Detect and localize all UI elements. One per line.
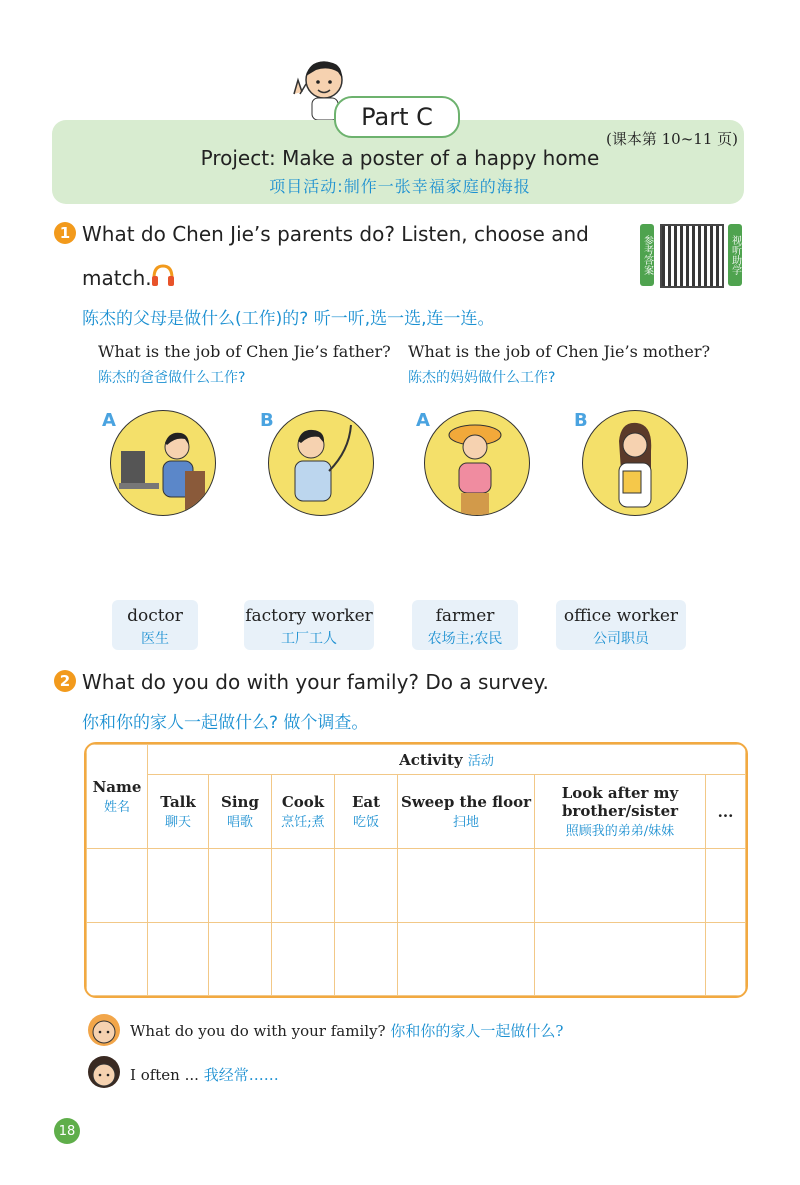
table-cell[interactable] (209, 922, 272, 996)
farmer-woman-picture[interactable] (424, 410, 530, 516)
column-zh: 烹饪;煮 (281, 815, 325, 830)
activity-header-en: Activity (399, 751, 463, 769)
word-card-en: farmer (435, 606, 495, 626)
table-row (87, 849, 746, 923)
father-question: What is the job of Chen Jie’s father? (98, 342, 391, 361)
table-cell[interactable] (272, 922, 335, 996)
column-header (706, 775, 746, 849)
girl-avatar (86, 1012, 122, 1048)
table-cell[interactable] (535, 849, 706, 923)
office-worker-woman-picture[interactable] (582, 410, 688, 516)
picture-letter-father-b: B (260, 410, 274, 431)
dialog-line-2-cn: 我经常…… (203, 1066, 279, 1084)
question-1-text: What do Chen Jie’s parents do? Listen, choose and (82, 222, 589, 246)
word-card-zh: 工厂工人 (281, 631, 337, 647)
activity-header-cn: 活动 (467, 754, 494, 769)
teacher-man-picture[interactable] (268, 410, 374, 516)
word-card-factory-worker[interactable] (244, 600, 374, 650)
headphones-icon[interactable] (150, 262, 176, 288)
part-title: Part C (334, 96, 460, 138)
picture-letter-mother-a: A (416, 410, 430, 431)
word-card-en: doctor (127, 606, 183, 626)
column-en: ... (717, 802, 734, 821)
table-cell[interactable] (148, 849, 209, 923)
textbook-pages-ref: (课本第 10~11 页) (606, 130, 738, 148)
page-number: 18 (54, 1118, 80, 1144)
word-card-doctor[interactable] (112, 600, 198, 650)
question-2-text: What do you do with your family? Do a survey. (82, 670, 549, 694)
column-en: Talk (160, 793, 196, 811)
column-zh: 吃饭 (352, 815, 379, 830)
column-header (272, 775, 335, 849)
table-cell[interactable] (87, 849, 148, 923)
column-zh: 聊天 (164, 815, 191, 830)
column-en: Cook (281, 793, 325, 811)
column-en: Sweep the floor (401, 793, 531, 811)
word-card-zh: 医生 (141, 631, 169, 647)
girl-avatar-2 (86, 1054, 122, 1090)
question-2-number: 2 (54, 670, 76, 692)
word-card-farmer[interactable] (412, 600, 518, 650)
question-1-text-cont: match. (82, 266, 152, 290)
column-header (398, 775, 535, 849)
picture-letter-father-a: A (102, 410, 116, 431)
dialog-line-2-en: I often ... (130, 1066, 199, 1084)
question-1-number: 1 (54, 222, 76, 244)
word-card-office-worker[interactable] (556, 600, 686, 650)
qr-code-icon[interactable] (660, 224, 724, 288)
project-title: Project: Make a poster of a happy home (200, 146, 600, 170)
project-subtitle: 项目活动:制作一张幸福家庭的海报 (269, 177, 531, 196)
activity-header (148, 745, 746, 775)
survey-table (84, 742, 748, 998)
column-en: Eat (351, 793, 381, 811)
answer-key-label: 参考答案 (640, 224, 654, 286)
table-cell[interactable] (335, 849, 398, 923)
table-cell[interactable] (706, 849, 746, 923)
column-zh: 照顾我的弟弟/妹妹 (565, 824, 675, 839)
table-cell[interactable] (148, 922, 209, 996)
word-card-zh: 农场主;农民 (427, 631, 503, 647)
table-cell[interactable] (272, 849, 335, 923)
word-card-en: factory worker (245, 606, 373, 626)
name-header-cn: 姓名 (103, 800, 130, 815)
question-2-text-cn: 你和你的家人一起做什么? 做个调查。 (82, 713, 369, 733)
column-header (335, 775, 398, 849)
mother-question: What is the job of Chen Jie’s mother? (408, 342, 711, 361)
dialog-line-1 (130, 1020, 563, 1041)
dialog-line-1-en: What do you do with your family? (130, 1022, 386, 1040)
name-header (87, 745, 148, 849)
column-header (209, 775, 272, 849)
column-zh: 唱歌 (226, 815, 253, 830)
column-header (148, 775, 209, 849)
table-row (87, 922, 746, 996)
father-question-cn: 陈杰的爸爸做什么工作? (98, 370, 246, 386)
audio-help-label: 视听助学 (728, 224, 742, 286)
column-en: Sing (221, 793, 259, 811)
table-cell[interactable] (706, 922, 746, 996)
table-cell[interactable] (398, 922, 535, 996)
column-en: Look after my brother/sister (561, 784, 679, 820)
table-cell[interactable] (335, 922, 398, 996)
picture-letter-mother-b: B (574, 410, 588, 431)
table-cell[interactable] (398, 849, 535, 923)
question-1-text-cn: 陈杰的父母是做什么(工作)的? 听一听,选一选,连一连。 (82, 309, 495, 329)
table-cell[interactable] (209, 849, 272, 923)
dialog-line-2 (130, 1064, 279, 1085)
column-header (535, 775, 706, 849)
word-card-en: office worker (563, 606, 679, 626)
column-zh: 扫地 (452, 815, 479, 830)
word-card-zh: 公司职员 (593, 631, 649, 647)
mother-question-cn: 陈杰的妈妈做什么工作? (408, 370, 556, 386)
office-worker-man-picture[interactable] (110, 410, 216, 516)
table-cell[interactable] (535, 922, 706, 996)
dialog-line-1-cn: 你和你的家人一起做什么? (390, 1022, 564, 1040)
table-cell[interactable] (87, 922, 148, 996)
name-header-en: Name (92, 778, 142, 796)
